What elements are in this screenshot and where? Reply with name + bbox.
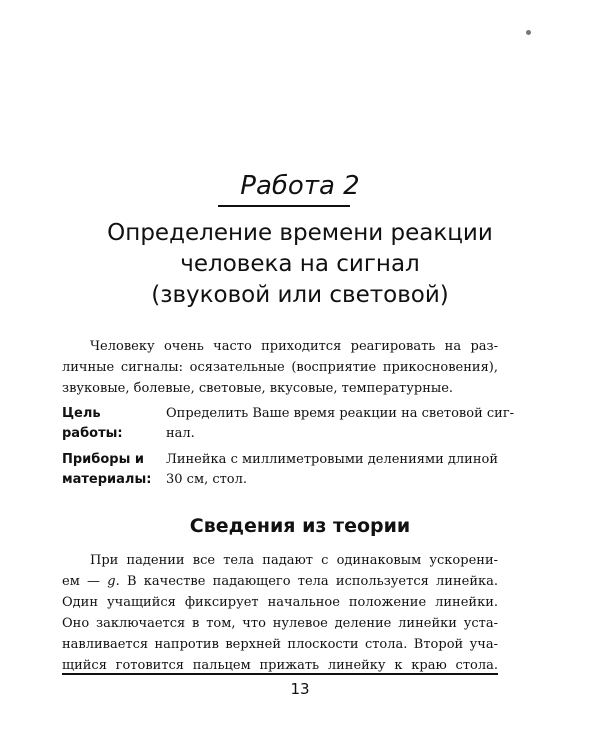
main-title-line: (звуковой или световой) [151, 282, 449, 308]
intro-paragraph [62, 336, 498, 399]
theory-line: Оно заключается в том, что нулевое деление линейки уста- [62, 616, 498, 631]
work-title-underline [218, 205, 350, 207]
main-title-line: Определение времени реакции [107, 220, 493, 246]
intro-line: звуковые, болевые, световые, вкусовые, температурные. [62, 381, 454, 396]
theory-paragraph [62, 550, 498, 676]
theory-line-suffix: . В качестве падающего тела используется линейка. [115, 574, 498, 589]
acceleration-symbol: g [107, 574, 116, 589]
theory-line: Один учащийся фиксирует начальное положение линейки. [62, 595, 498, 610]
scan-speck [526, 30, 531, 35]
theory-line: При падении все тела падают с одинаковым ускорени- [90, 553, 498, 568]
intro-line: личные сигналы: осязательные (восприятие прикосновения), [62, 360, 498, 375]
work-title: Работа 2 [240, 171, 360, 201]
main-title-line: человека на сигнал [180, 251, 420, 277]
intro-line: Человеку очень часто приходится реагировать на раз- [90, 339, 498, 354]
theory-heading: Сведения из теории [189, 515, 411, 537]
theory-line: щийся готовится пальцем прижать линейку к краю стола. [62, 658, 498, 673]
theory-line: навливается напротив верхней плоскости стола. Второй уча- [62, 637, 498, 652]
footer-rule [62, 673, 498, 675]
theory-line-prefix: ем — [62, 574, 108, 589]
goal-label: Цель работы: [62, 406, 123, 441]
page-number: 13 [290, 680, 310, 698]
goal-value: Определить Ваше время реакции на световой сиг- нал. [166, 406, 515, 441]
main-title [0, 218, 600, 311]
equipment-label: Приборы и материалы: [62, 452, 152, 487]
equipment-value: Линейка с миллиметровыми делениями длиной 30 см, стол. [166, 452, 498, 487]
theory-line [62, 571, 498, 592]
